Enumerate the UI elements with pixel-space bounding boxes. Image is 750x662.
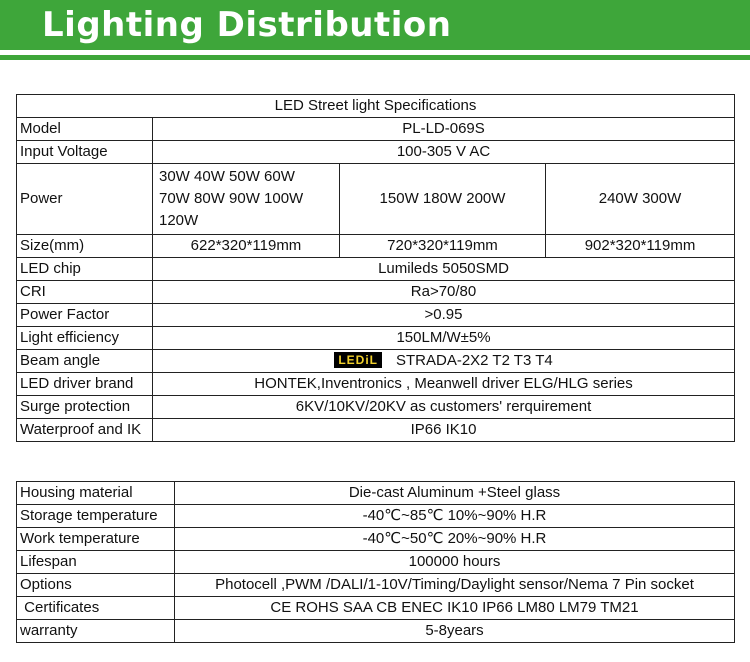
row-value: Photocell ,PWM /DALI/1-10V/Timing/Daylight sensor/Nema 7 Pin socket [175,574,735,597]
table-row [17,505,735,528]
row-value: CE ROHS SAA CB ENEC IK10 IP66 LM80 LM79 TM21 [175,597,735,620]
row-value: >0.95 [153,304,735,327]
size-value-1: 622*320*119mm [153,235,340,258]
row-label: Power Factor [17,304,153,327]
table-row [17,597,735,620]
row-value [153,350,735,373]
row-label: Waterproof and IK [17,419,153,442]
row-label: Model [17,118,153,141]
row-label: LED chip [17,258,153,281]
row-value: 100-305 V AC [153,141,735,164]
additional-specifications-table [16,481,735,643]
row-label: Size(mm) [17,235,153,258]
row-label: CRI [17,281,153,304]
power-values-group-3: 240W 300W [546,164,735,235]
table-row [17,164,735,235]
row-value: Die-cast Aluminum +Steel glass [175,482,735,505]
table-row [17,373,735,396]
row-label: Surge protection [17,396,153,419]
header-rule [0,55,750,60]
table-row [17,304,735,327]
power-line: 120W [159,212,199,229]
table-row [17,482,735,505]
row-label: Certificates [17,597,175,620]
table-row [17,327,735,350]
table-row [17,396,735,419]
row-label: Options [17,574,175,597]
row-value: IP66 IK10 [153,419,735,442]
row-value: -40℃~50℃ 20%~90% H.R [175,528,735,551]
row-label: Power [17,164,153,235]
table-row [17,281,735,304]
row-label: Beam angle [17,350,153,373]
row-value: PL-LD-069S [153,118,735,141]
power-line: 30W 40W 50W 60W [159,168,295,185]
row-label: Lifespan [17,551,175,574]
row-label: Storage temperature [17,505,175,528]
row-value: 5-8years [175,620,735,643]
table-title: LED Street light Specifications [17,95,735,118]
power-values-group-2: 150W 180W 200W [340,164,546,235]
page-title: Lighting Distribution [42,5,452,45]
header-banner [0,0,750,50]
row-value: Lumileds 5050SMD [153,258,735,281]
table-row [17,574,735,597]
row-label: Housing material [17,482,175,505]
specifications-table [16,94,735,442]
row-value: Ra>70/80 [153,281,735,304]
row-value: 6KV/10KV/20KV as customers' rerquirement [153,396,735,419]
row-value: HONTEK,Inventronics , Meanwell driver ELG/HLG series [153,373,735,396]
row-value: 150LM/W±5% [153,327,735,350]
row-value: 100000 hours [175,551,735,574]
table-row [17,528,735,551]
table-row [17,258,735,281]
ledil-logo: LEDiL [334,352,382,368]
row-label: Work temperature [17,528,175,551]
size-value-2: 720*320*119mm [340,235,546,258]
table-row [17,118,735,141]
table-row [17,95,735,118]
row-label: Input Voltage [17,141,153,164]
row-label: warranty [17,620,175,643]
row-value: -40℃~85℃ 10%~90% H.R [175,505,735,528]
table-row [17,350,735,373]
table-row [17,419,735,442]
row-label: LED driver brand [17,373,153,396]
table-row [17,235,735,258]
table-row [17,551,735,574]
row-label: Light efficiency [17,327,153,350]
power-values-group-1 [153,164,340,235]
table-row [17,141,735,164]
beam-angle-value: STRADA-2X2 T2 T3 T4 [395,352,553,369]
table-row [17,620,735,643]
power-line: 70W 80W 90W 100W [159,190,304,207]
size-value-3: 902*320*119mm [546,235,735,258]
